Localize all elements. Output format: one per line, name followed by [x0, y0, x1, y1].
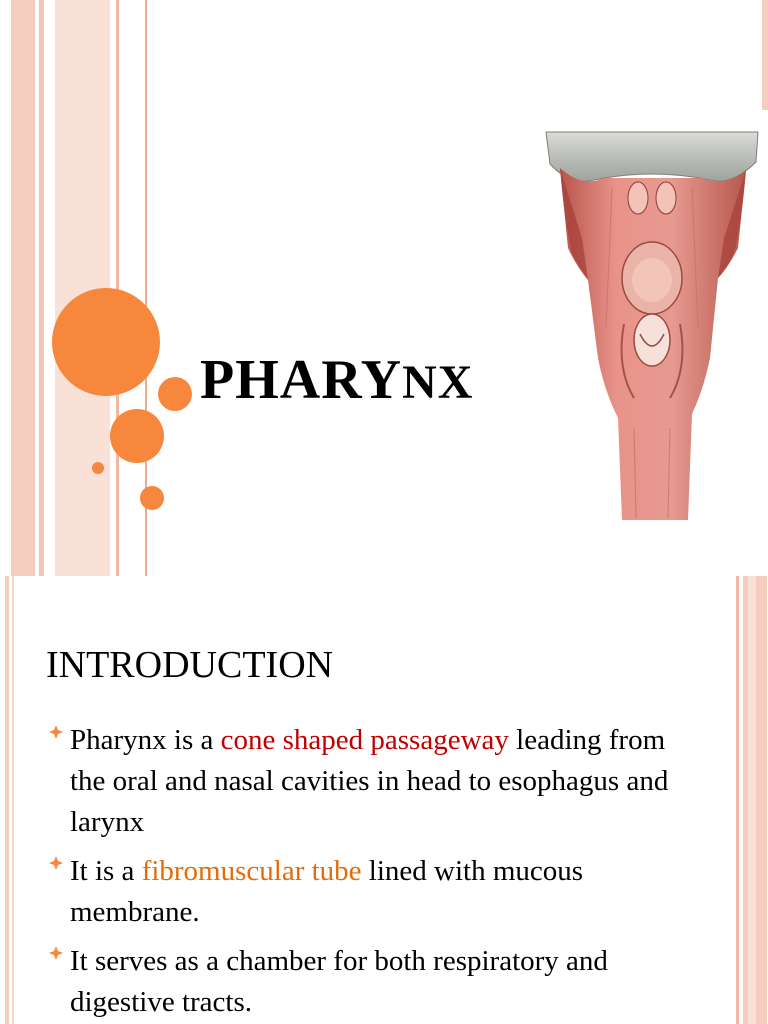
- diamond-bullet-icon: [48, 724, 64, 740]
- decorative-stripe: [5, 576, 9, 1024]
- bullet-text-after: lined with mucous membrane.: [70, 855, 584, 928]
- title-tail: NX: [402, 356, 474, 409]
- slide-title: [200, 349, 474, 411]
- decorative-stripe: [762, 0, 768, 110]
- bullet-list: [46, 720, 686, 1024]
- list-item: [46, 720, 686, 843]
- decorative-circle: [158, 377, 192, 411]
- bullet-text-before: It is a: [70, 855, 142, 887]
- bullet-text-after: leading from the oral and nasal cavities in head to esophagus and larynx: [70, 724, 669, 838]
- section-heading: INTRODUCTION: [46, 644, 334, 686]
- bullet-text-before: It serves as a chamber for both respiratory and digestive tracts.: [70, 945, 608, 1018]
- decorative-stripe: [12, 576, 14, 1024]
- decorative-stripe: [39, 0, 44, 576]
- decorative-circle: [110, 409, 164, 463]
- diamond-bullet-icon: [48, 855, 64, 871]
- decorative-circle: [92, 462, 104, 474]
- decorative-line: [116, 0, 119, 576]
- bullet-text-before: Pharynx is a: [70, 724, 221, 756]
- title-initial: PHARY: [200, 349, 403, 411]
- bullet-highlight: fibromuscular tube: [141, 855, 362, 887]
- list-item: [46, 851, 686, 933]
- decorative-stripe: [748, 576, 756, 1024]
- introduction-slide: [0, 576, 768, 1024]
- decorative-circle: [140, 486, 164, 510]
- bullet-highlight: cone shaped passageway: [220, 724, 509, 756]
- pharynx-illustration-icon: [542, 128, 762, 524]
- list-item: [46, 941, 686, 1023]
- diamond-bullet-icon: [48, 945, 64, 961]
- decorative-circle: [52, 288, 160, 396]
- decorative-stripe: [11, 0, 35, 576]
- decorative-line: [736, 576, 739, 1024]
